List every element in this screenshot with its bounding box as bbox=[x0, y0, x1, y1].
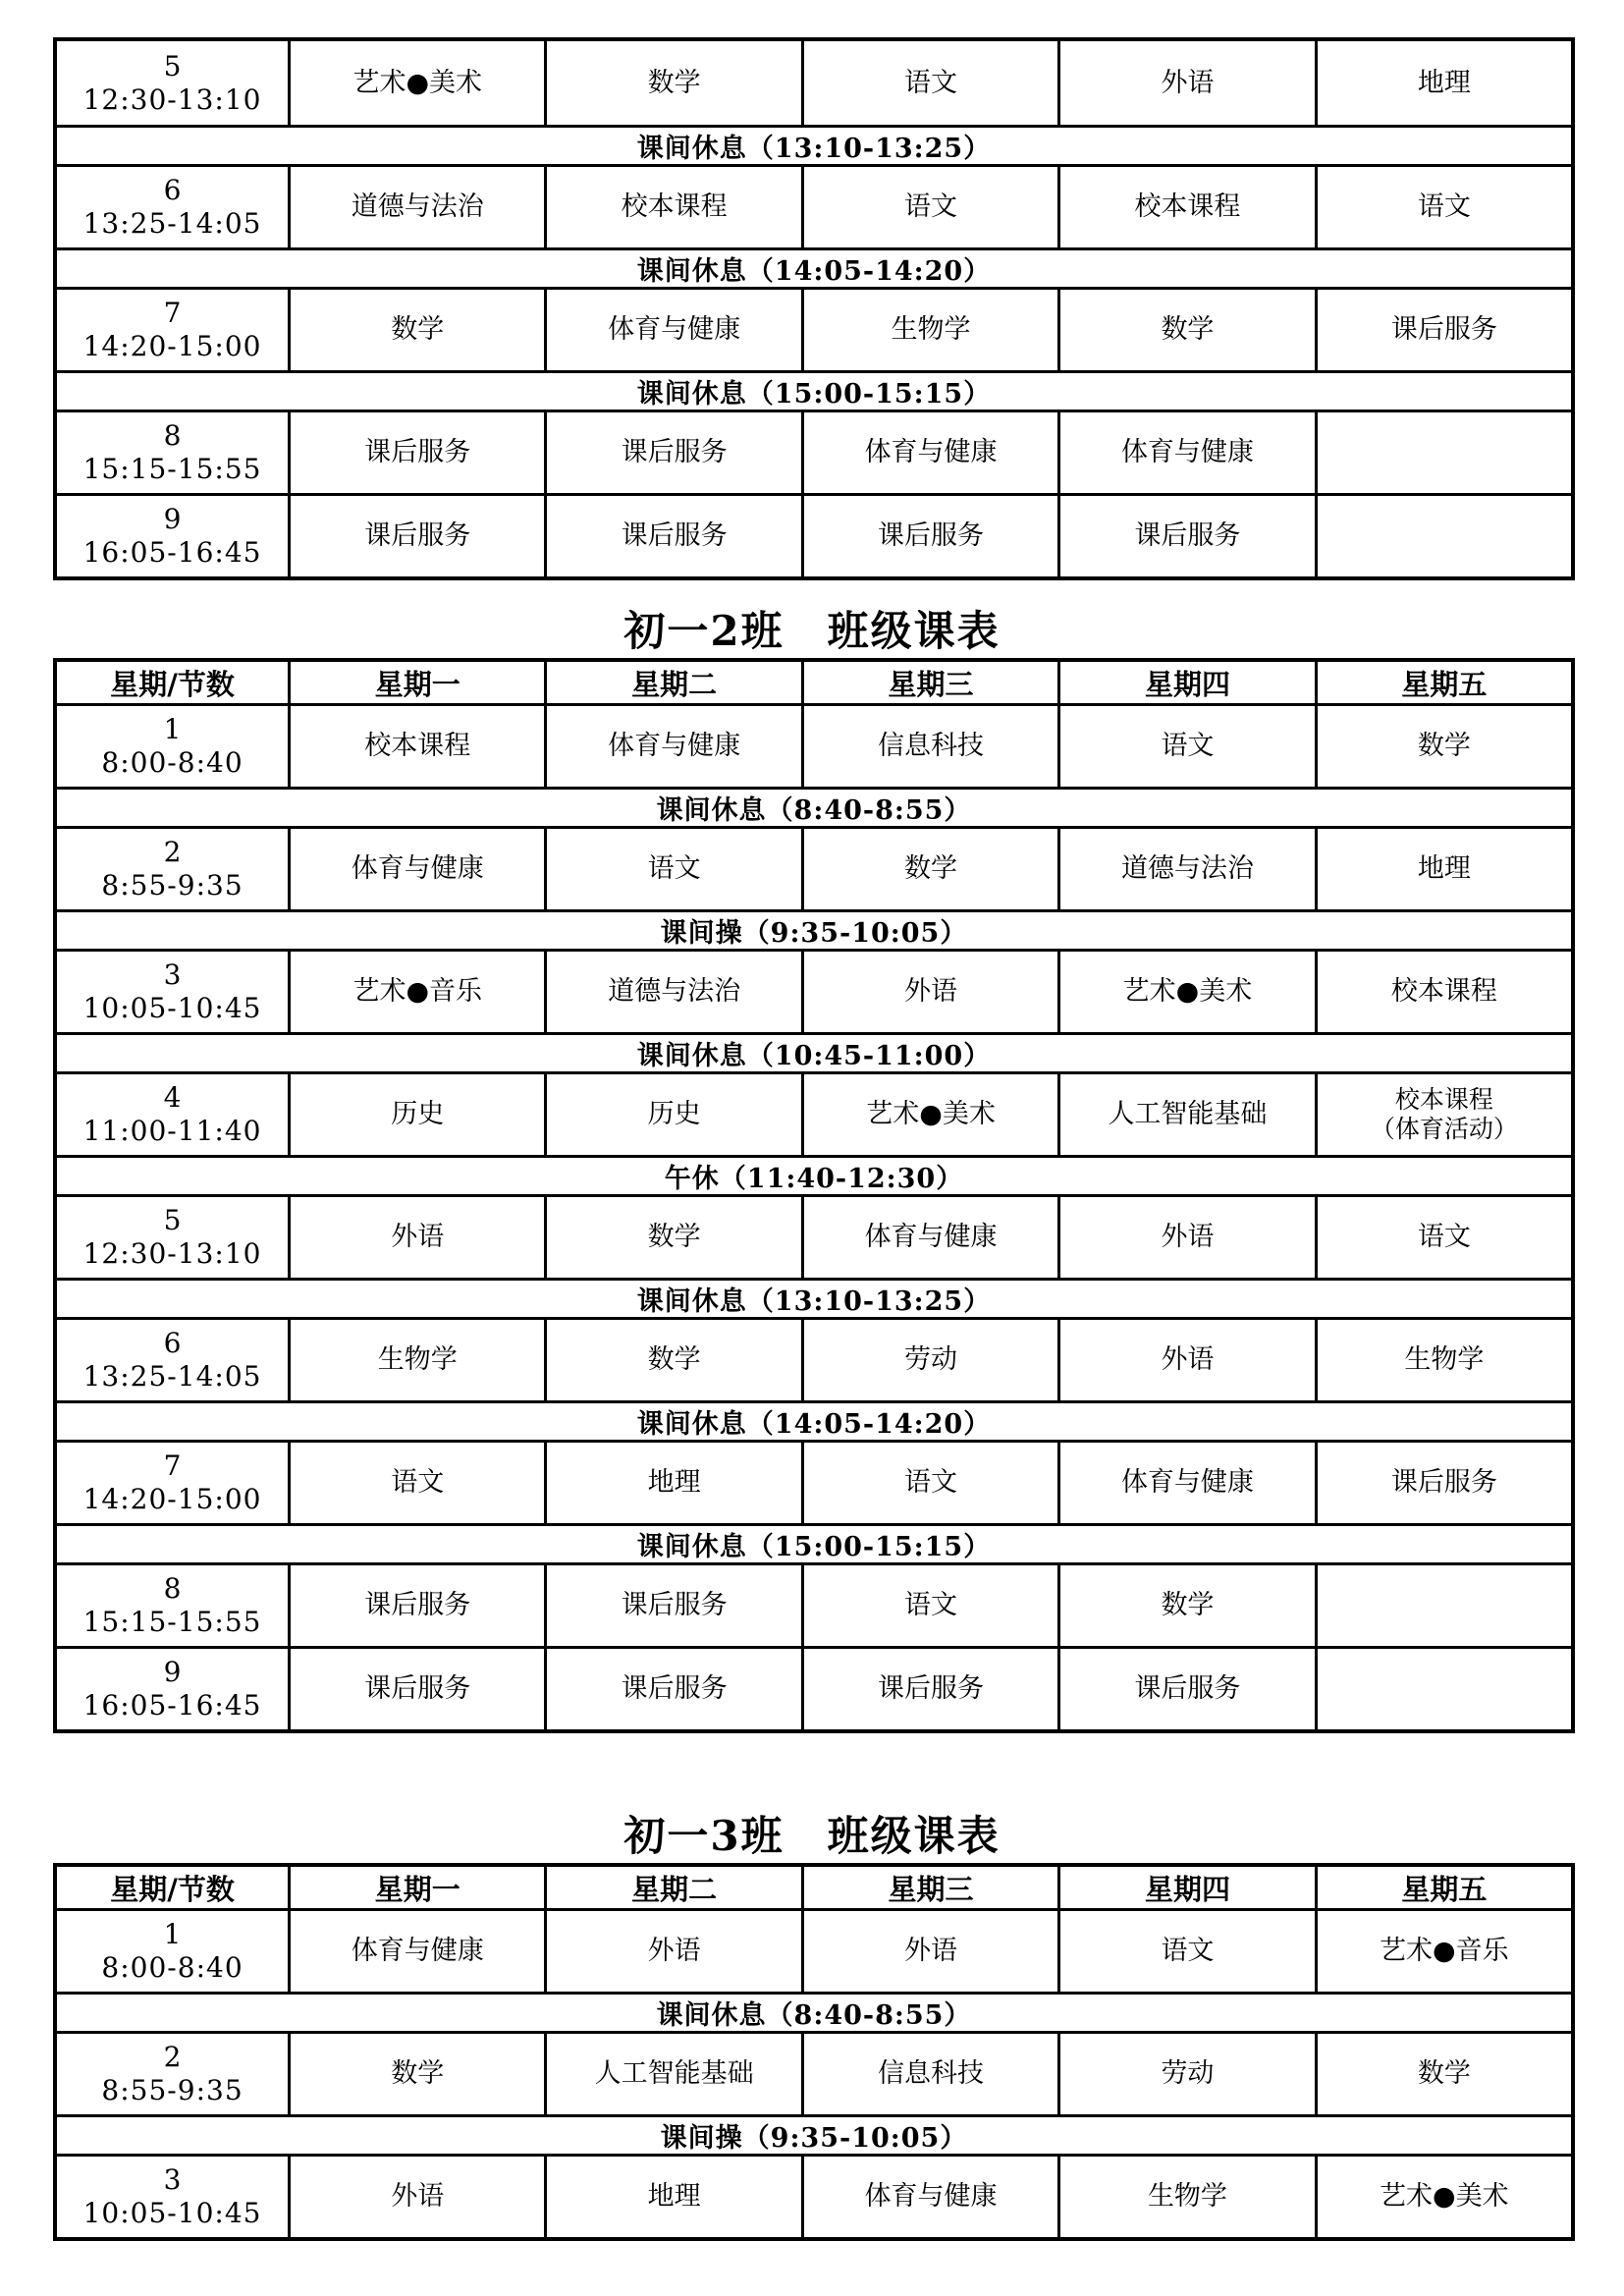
subject-cell bbox=[544, 706, 800, 787]
subject-label: 语文 bbox=[1417, 191, 1471, 222]
subject-label: 历史 bbox=[647, 1099, 701, 1129]
period-time: 13:25-14:05 bbox=[82, 1360, 262, 1393]
subject-label: 数学 bbox=[904, 853, 958, 884]
subject-cell bbox=[801, 167, 1057, 247]
subject-label: 课后服务 bbox=[364, 520, 471, 551]
period-time: 14:20-15:00 bbox=[82, 330, 262, 362]
subject-label: 外语 bbox=[1161, 67, 1215, 98]
subject-cell bbox=[1315, 167, 1571, 247]
subject-label: 艺术●美术 bbox=[1380, 2181, 1509, 2212]
subject-label: 生物学 bbox=[1147, 2181, 1227, 2212]
subject-cell bbox=[544, 2034, 800, 2114]
subject-label: 外语 bbox=[1161, 1344, 1215, 1375]
break-row: 课间休息（8:40-8:55） bbox=[57, 787, 1571, 826]
break-row: 课间操（9:35-10:05） bbox=[57, 909, 1571, 949]
subject-label: 课后服务 bbox=[621, 520, 728, 551]
subject-label: 体育与健康 bbox=[864, 1222, 998, 1252]
break-row: 课间休息（13:10-13:25） bbox=[57, 125, 1571, 164]
period-number: 4 bbox=[163, 1081, 182, 1114]
subject-label: 外语 bbox=[391, 2181, 445, 2212]
subject-cell bbox=[544, 290, 800, 370]
subject-label: 课后服务 bbox=[364, 1590, 471, 1620]
period-number: 2 bbox=[163, 836, 182, 868]
subject-cell bbox=[801, 1649, 1057, 1729]
subject-cell bbox=[1057, 1074, 1314, 1155]
period-number: 9 bbox=[163, 503, 182, 535]
header-label: 星期四 bbox=[1144, 1872, 1230, 1906]
period-number: 8 bbox=[163, 1572, 182, 1605]
subject-cell bbox=[801, 496, 1057, 576]
subject-label: 人工智能基础 bbox=[594, 2058, 754, 2089]
period-time: 12:30-13:10 bbox=[82, 82, 262, 116]
period-cell bbox=[57, 1320, 288, 1400]
subject-cell bbox=[1057, 706, 1314, 787]
subject-cell bbox=[1315, 41, 1571, 125]
subject-label: 生物学 bbox=[891, 314, 971, 345]
header-cell-weekday bbox=[1315, 1867, 1571, 1908]
subject-cell bbox=[544, 41, 800, 125]
subject-cell bbox=[544, 1649, 800, 1729]
subject-label: 体育与健康 bbox=[864, 2181, 998, 2212]
subject-cell bbox=[288, 829, 544, 909]
header-cell-weekday bbox=[801, 662, 1057, 703]
subject-cell bbox=[288, 706, 544, 787]
subject-cell bbox=[801, 829, 1057, 909]
subject-label: 外语 bbox=[391, 1222, 445, 1252]
header-label: 星期三 bbox=[888, 1872, 974, 1906]
subject-cell bbox=[1315, 1197, 1571, 1278]
subject-label: 体育与健康 bbox=[864, 437, 998, 467]
subject-cell bbox=[1057, 412, 1314, 493]
subject-cell bbox=[288, 1911, 544, 1992]
subject-label: 艺术●美术 bbox=[1122, 976, 1253, 1007]
subject-label: 校本课程 bbox=[621, 191, 728, 222]
subject-cell bbox=[1057, 829, 1314, 909]
subject-label: 劳动 bbox=[904, 1344, 958, 1375]
period-row bbox=[57, 1646, 1571, 1729]
period-time: 16:05-16:45 bbox=[82, 1689, 262, 1722]
subject-label: 艺术●音乐 bbox=[352, 976, 483, 1007]
timetable-continued bbox=[53, 37, 1575, 580]
subject-label: 信息科技 bbox=[878, 2058, 985, 2089]
subject-cell bbox=[1315, 412, 1571, 493]
subject-label: 语文 bbox=[904, 191, 958, 222]
period-time: 15:15-15:55 bbox=[82, 453, 262, 485]
subject-label: 地理 bbox=[1417, 853, 1471, 884]
subject-label: 课后服务 bbox=[364, 437, 471, 467]
subject-cell bbox=[544, 1565, 800, 1646]
subject-cell bbox=[1057, 1443, 1314, 1523]
period-time: 10:05-10:45 bbox=[82, 2197, 262, 2229]
period-row bbox=[57, 1194, 1571, 1278]
header-cell-period bbox=[57, 662, 288, 703]
period-row bbox=[57, 1071, 1571, 1155]
header-label: 星期二 bbox=[631, 1872, 718, 1906]
period-time: 16:05-16:45 bbox=[82, 536, 262, 569]
subject-cell bbox=[544, 167, 800, 247]
subject-cell bbox=[544, 2157, 800, 2237]
subject-cell bbox=[544, 1911, 800, 1992]
period-cell bbox=[57, 1074, 288, 1155]
subject-label: 课后服务 bbox=[1134, 520, 1241, 551]
break-row: 课间休息（8:40-8:55） bbox=[57, 1992, 1571, 2031]
subject-cell bbox=[1315, 1443, 1571, 1523]
period-cell bbox=[57, 829, 288, 909]
subject-cell bbox=[1315, 1320, 1571, 1400]
subject-cell bbox=[544, 1320, 800, 1400]
subject-cell bbox=[801, 706, 1057, 787]
subject-label: 语文 bbox=[1161, 1936, 1215, 1966]
subject-cell bbox=[1315, 829, 1571, 909]
period-row bbox=[57, 2154, 1571, 2237]
header-label: 星期四 bbox=[1144, 667, 1230, 701]
period-cell bbox=[57, 1565, 288, 1646]
break-row: 课间休息（15:00-15:15） bbox=[57, 370, 1571, 410]
subject-cell bbox=[1057, 1911, 1314, 1992]
subject-cell bbox=[288, 1197, 544, 1278]
subject-cell bbox=[1315, 706, 1571, 787]
period-cell bbox=[57, 41, 288, 125]
period-row bbox=[57, 410, 1571, 493]
subject-label: 校本课程 bbox=[1134, 191, 1241, 222]
break-row: 课间休息（10:45-11:00） bbox=[57, 1032, 1571, 1071]
subject-cell bbox=[288, 496, 544, 576]
period-number: 5 bbox=[163, 1204, 182, 1236]
subject-cell bbox=[544, 1074, 800, 1155]
subject-cell bbox=[1057, 2034, 1314, 2114]
subject-cell bbox=[1057, 952, 1314, 1032]
subject-cell bbox=[801, 290, 1057, 370]
period-cell bbox=[57, 1649, 288, 1729]
period-number: 3 bbox=[163, 958, 182, 991]
subject-label: 课后服务 bbox=[1390, 314, 1497, 345]
subject-label: 外语 bbox=[1161, 1222, 1215, 1252]
subject-cell bbox=[288, 1074, 544, 1155]
period-cell bbox=[57, 1443, 288, 1523]
period-row bbox=[57, 2031, 1571, 2114]
header-cell-weekday bbox=[1315, 662, 1571, 703]
subject-label: 数学 bbox=[1417, 731, 1471, 761]
subject-label: 课后服务 bbox=[621, 1673, 728, 1704]
subject-label: 校本课程 bbox=[1390, 976, 1497, 1007]
subject-cell bbox=[288, 1565, 544, 1646]
period-cell bbox=[57, 167, 288, 247]
subject-cell bbox=[801, 1911, 1057, 1992]
class-2-title: 初一2班 班级课表 bbox=[623, 607, 1001, 655]
subject-label: 数学 bbox=[391, 314, 445, 345]
header-label: 星期三 bbox=[888, 667, 974, 701]
period-time: 15:15-15:55 bbox=[82, 1606, 262, 1638]
subject-label: 语文 bbox=[1417, 1222, 1471, 1252]
subject-cell bbox=[801, 412, 1057, 493]
subject-label: 课后服务 bbox=[364, 1673, 471, 1704]
period-row bbox=[57, 1317, 1571, 1400]
subject-cell bbox=[1057, 496, 1314, 576]
subject-label: 地理 bbox=[647, 1467, 701, 1498]
subject-cell bbox=[801, 1197, 1057, 1278]
period-time: 8:00-8:40 bbox=[101, 746, 244, 779]
period-time: 13:25-14:05 bbox=[82, 207, 262, 240]
subject-label: 道德与法治 bbox=[351, 191, 484, 222]
period-row bbox=[57, 703, 1571, 787]
subject-label: 数学 bbox=[1161, 1590, 1215, 1620]
break-row: 午休（11:40-12:30） bbox=[57, 1155, 1571, 1194]
class-3-title: 初一3班 班级课表 bbox=[623, 1812, 1001, 1860]
subject-label: 课后服务 bbox=[621, 437, 728, 467]
subject-label: 地理 bbox=[647, 2181, 701, 2212]
period-cell bbox=[57, 1197, 288, 1278]
timetable-class-2 bbox=[53, 658, 1575, 1733]
header-label: 星期/节数 bbox=[110, 1872, 235, 1906]
subject-label: 艺术●美术 bbox=[866, 1099, 996, 1129]
subject-label: 数学 bbox=[647, 67, 701, 98]
subject-label: 历史 bbox=[391, 1099, 445, 1129]
subject-label: 地理 bbox=[1417, 67, 1471, 98]
break-row: 课间操（9:35-10:05） bbox=[57, 2114, 1571, 2154]
subject-label: 语文 bbox=[904, 67, 958, 98]
period-row bbox=[57, 1440, 1571, 1523]
period-time: 10:05-10:45 bbox=[82, 992, 262, 1024]
period-number: 5 bbox=[163, 49, 182, 82]
subject-label: 语文 bbox=[647, 853, 701, 884]
header-cell-period bbox=[57, 1867, 288, 1908]
subject-label: 艺术●美术 bbox=[352, 67, 483, 98]
break-row: 课间休息（13:10-13:25） bbox=[57, 1278, 1571, 1317]
header-label: 星期一 bbox=[374, 1872, 460, 1906]
subject-cell bbox=[288, 412, 544, 493]
subject-cell bbox=[288, 2157, 544, 2237]
subject-cell bbox=[1057, 290, 1314, 370]
subject-label: 数学 bbox=[647, 1344, 701, 1375]
subject-label: 课后服务 bbox=[1390, 1467, 1497, 1498]
subject-label-line: （体育活动） bbox=[1370, 1115, 1518, 1143]
period-number: 1 bbox=[163, 713, 182, 745]
subject-cell bbox=[1315, 1911, 1571, 1992]
subject-cell bbox=[1315, 290, 1571, 370]
period-row bbox=[57, 164, 1571, 247]
subject-label: 体育与健康 bbox=[608, 314, 741, 345]
timetable-class-3 bbox=[53, 1863, 1575, 2241]
header-cell-weekday bbox=[1057, 1867, 1314, 1908]
subject-cell bbox=[1315, 1565, 1571, 1646]
subject-label: 人工智能基础 bbox=[1108, 1099, 1268, 1129]
subject-cell bbox=[288, 41, 544, 125]
break-row: 课间休息（14:05-14:20） bbox=[57, 1400, 1571, 1440]
header-label: 星期五 bbox=[1401, 1872, 1488, 1906]
period-number: 6 bbox=[163, 1327, 182, 1359]
subject-label: 课后服务 bbox=[1134, 1673, 1241, 1704]
subject-cell bbox=[288, 290, 544, 370]
header-row bbox=[57, 662, 1571, 703]
subject-cell bbox=[288, 1649, 544, 1729]
period-time: 8:55-9:35 bbox=[101, 869, 244, 902]
header-cell-weekday bbox=[801, 1867, 1057, 1908]
period-row bbox=[57, 41, 1571, 125]
subject-cell bbox=[801, 1320, 1057, 1400]
period-time: 8:00-8:40 bbox=[101, 1951, 244, 1984]
header-label: 星期五 bbox=[1401, 667, 1488, 701]
subject-cell bbox=[544, 829, 800, 909]
period-number: 6 bbox=[163, 174, 182, 206]
header-label: 星期/节数 bbox=[110, 667, 235, 701]
subject-cell bbox=[801, 41, 1057, 125]
subject-label: 体育与健康 bbox=[1120, 437, 1254, 467]
subject-label: 道德与法治 bbox=[1120, 853, 1254, 884]
subject-cell bbox=[1315, 1074, 1571, 1155]
period-time: 12:30-13:10 bbox=[82, 1237, 262, 1270]
period-number: 3 bbox=[163, 2163, 182, 2196]
subject-label: 课后服务 bbox=[878, 520, 985, 551]
subject-cell bbox=[801, 2034, 1057, 2114]
subject-label: 数学 bbox=[391, 2058, 445, 2089]
subject-label: 数学 bbox=[1417, 2058, 1471, 2089]
subject-cell bbox=[1057, 2157, 1314, 2237]
subject-label: 艺术●音乐 bbox=[1380, 1936, 1509, 1966]
period-number: 9 bbox=[163, 1656, 182, 1688]
period-row bbox=[57, 287, 1571, 370]
subject-cell bbox=[544, 952, 800, 1032]
period-number: 1 bbox=[163, 1918, 182, 1950]
subject-cell bbox=[288, 1320, 544, 1400]
subject-label: 数学 bbox=[647, 1222, 701, 1252]
subject-cell bbox=[1057, 1565, 1314, 1646]
subject-label: 语文 bbox=[1161, 731, 1215, 761]
subject-cell bbox=[801, 1565, 1057, 1646]
subject-label: 外语 bbox=[647, 1936, 701, 1966]
header-cell-weekday bbox=[288, 1867, 544, 1908]
period-row bbox=[57, 826, 1571, 909]
subject-cell bbox=[1057, 1197, 1314, 1278]
subject-label: 体育与健康 bbox=[608, 731, 741, 761]
subject-cell bbox=[544, 1197, 800, 1278]
subject-label: 生物学 bbox=[1404, 1344, 1485, 1375]
break-row: 课间休息（15:00-15:15） bbox=[57, 1523, 1571, 1562]
subject-label-line: 校本课程 bbox=[1394, 1085, 1493, 1114]
subject-label: 外语 bbox=[904, 1936, 958, 1966]
period-cell bbox=[57, 2157, 288, 2237]
period-cell bbox=[57, 952, 288, 1032]
period-cell bbox=[57, 1911, 288, 1992]
subject-label: 语文 bbox=[904, 1590, 958, 1620]
subject-label: 生物学 bbox=[377, 1344, 458, 1375]
header-cell-weekday bbox=[544, 662, 800, 703]
period-row bbox=[57, 493, 1571, 576]
subject-label: 道德与法治 bbox=[608, 976, 741, 1007]
subject-label: 体育与健康 bbox=[1120, 1467, 1254, 1498]
period-cell bbox=[57, 2034, 288, 2114]
period-time: 14:20-15:00 bbox=[82, 1483, 262, 1515]
subject-cell bbox=[544, 412, 800, 493]
subject-cell bbox=[544, 496, 800, 576]
subject-cell bbox=[1057, 167, 1314, 247]
period-cell bbox=[57, 412, 288, 493]
period-time: 8:55-9:35 bbox=[101, 2074, 244, 2106]
subject-label: 劳动 bbox=[1161, 2058, 1215, 2089]
subject-cell bbox=[1315, 952, 1571, 1032]
subject-cell bbox=[801, 1443, 1057, 1523]
subject-label: 体育与健康 bbox=[351, 853, 484, 884]
subject-label: 体育与健康 bbox=[351, 1936, 484, 1966]
subject-label: 信息科技 bbox=[878, 731, 985, 761]
period-number: 2 bbox=[163, 2041, 182, 2073]
subject-label: 课后服务 bbox=[878, 1673, 985, 1704]
period-row bbox=[57, 1562, 1571, 1646]
subject-cell bbox=[288, 952, 544, 1032]
subject-cell bbox=[1057, 1320, 1314, 1400]
subject-cell bbox=[801, 2157, 1057, 2237]
period-number: 8 bbox=[163, 419, 182, 452]
period-number: 7 bbox=[163, 1449, 182, 1482]
subject-cell bbox=[288, 167, 544, 247]
subject-cell bbox=[1315, 2034, 1571, 2114]
subject-cell bbox=[801, 1074, 1057, 1155]
subject-label: 数学 bbox=[1161, 314, 1215, 345]
subject-cell bbox=[288, 2034, 544, 2114]
header-cell-weekday bbox=[288, 662, 544, 703]
subject-cell bbox=[544, 1443, 800, 1523]
header-cell-weekday bbox=[1057, 662, 1314, 703]
subject-cell bbox=[1057, 41, 1314, 125]
break-row: 课间休息（14:05-14:20） bbox=[57, 247, 1571, 287]
subject-label: 课后服务 bbox=[621, 1590, 728, 1620]
subject-cell bbox=[1315, 496, 1571, 576]
period-cell bbox=[57, 706, 288, 787]
subject-cell bbox=[1057, 1649, 1314, 1729]
subject-label: 语文 bbox=[904, 1467, 958, 1498]
subject-cell bbox=[1315, 2157, 1571, 2237]
header-label: 星期一 bbox=[374, 667, 460, 701]
period-number: 7 bbox=[163, 297, 182, 329]
header-row bbox=[57, 1867, 1571, 1908]
subject-label: 校本课程 bbox=[364, 731, 471, 761]
period-cell bbox=[57, 496, 288, 576]
period-row bbox=[57, 1908, 1571, 1992]
period-row bbox=[57, 949, 1571, 1032]
period-time: 11:00-11:40 bbox=[82, 1115, 262, 1147]
subject-cell bbox=[801, 952, 1057, 1032]
header-label: 星期二 bbox=[631, 667, 718, 701]
subject-label: 外语 bbox=[904, 976, 958, 1007]
header-cell-weekday bbox=[544, 1867, 800, 1908]
subject-cell bbox=[288, 1443, 544, 1523]
subject-cell bbox=[1315, 1649, 1571, 1729]
subject-label: 语文 bbox=[391, 1467, 445, 1498]
period-cell bbox=[57, 290, 288, 370]
